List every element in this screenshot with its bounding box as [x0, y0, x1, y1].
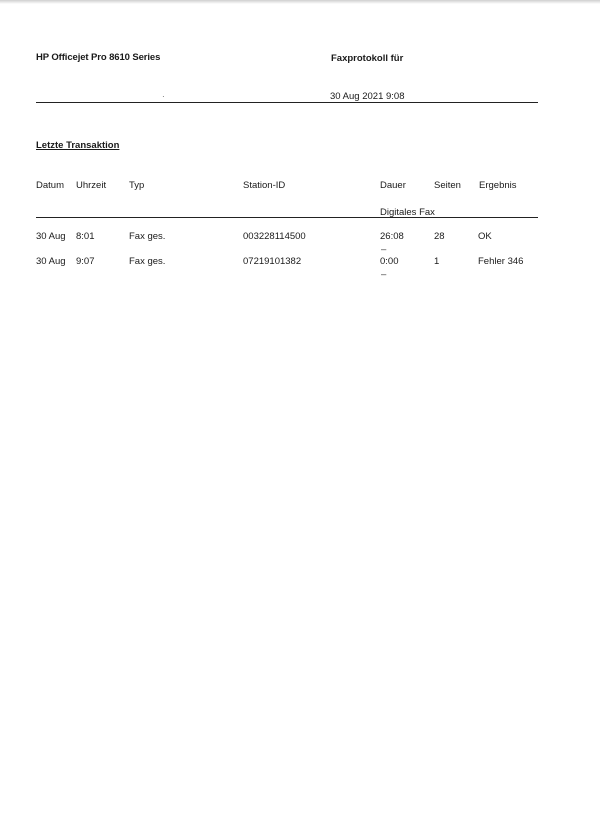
row-1-pages: 28	[434, 231, 445, 242]
report-datetime: 30 Aug 2021 9:08	[330, 91, 405, 102]
row-2-type: Fax ges.	[129, 256, 166, 267]
row-2-date: 30 Aug	[36, 256, 66, 267]
row-1-result: OK	[478, 231, 492, 242]
row-1-time: 8:01	[76, 231, 95, 242]
table-divider	[36, 217, 538, 218]
header-divider	[36, 102, 538, 103]
row-2-station-id: 07219101382	[243, 256, 302, 267]
column-header-station-id: Station-ID	[243, 180, 286, 191]
column-header-time: Uhrzeit	[76, 180, 107, 191]
column-header-result: Ergebnis	[479, 180, 517, 191]
column-header-pages: Seiten	[434, 180, 461, 191]
scan-speck: ·	[162, 92, 165, 101]
row-2-mark: –	[381, 269, 387, 280]
section-title: Letzte Transaktion	[36, 140, 120, 151]
row-2-pages: 1	[434, 256, 440, 267]
column-header-type: Typ	[129, 180, 145, 191]
row-1-date: 30 Aug	[36, 231, 66, 242]
row-2-result: Fehler 346	[478, 256, 524, 267]
report-title: Faxprotokoll für	[331, 53, 404, 64]
page-edge	[0, 0, 600, 4]
column-header-date: Datum	[36, 180, 64, 191]
row-1-type: Fax ges.	[129, 231, 166, 242]
row-2-duration: 0:00	[380, 256, 399, 267]
row-1-mark: –	[381, 244, 387, 255]
row-1-duration: 26:08	[380, 231, 404, 242]
table-subheader: Digitales Fax	[380, 207, 435, 218]
column-header-duration: Dauer	[380, 180, 406, 191]
row-1-station-id: 003228114500	[243, 231, 306, 242]
row-2-time: 9:07	[76, 256, 95, 267]
printer-model: HP Officejet Pro 8610 Series	[36, 52, 161, 63]
